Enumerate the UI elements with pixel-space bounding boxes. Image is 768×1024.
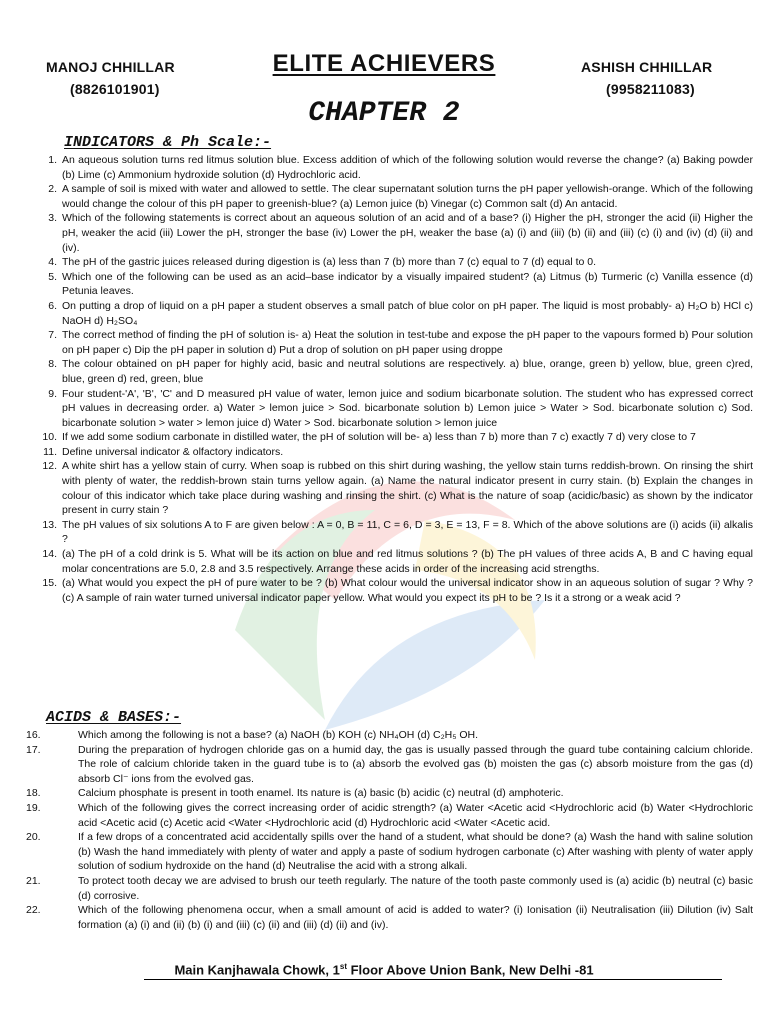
question-item bbox=[26, 786, 753, 801]
question-list-acids bbox=[26, 728, 753, 932]
question-number: 17. bbox=[26, 743, 41, 756]
footer-address-end: Floor Above Union Bank, New Delhi -81 bbox=[347, 962, 594, 978]
question-item bbox=[22, 255, 753, 270]
question-number: 8. bbox=[48, 358, 57, 371]
question-text: During the preparation of hydrogen chloride gas on a humid day, the gas is usually passed through the guard tube containing calcium chloride. The role of calcium chloride taken in the guard tube is to (a) absorb the evolved gas (b) moisten the gas (c) absorb moisture from the gas (d) absorb Cl⁻ ions from the evolved gas. bbox=[78, 743, 753, 785]
left-name: MANOJ CHHILLAR bbox=[46, 59, 175, 75]
question-item bbox=[22, 299, 753, 328]
question-item bbox=[22, 576, 753, 605]
question-number: 22. bbox=[26, 904, 41, 917]
question-item bbox=[22, 518, 753, 547]
question-text: Which of the following statements is correct about an aqueous solution of an acid and of a base? (i) Higher the pH, stronger the acid (ii) Higher the pH, weaker the acid (iii) Lower the pH, stronger the base (iv) Lower the pH, weaker the base (a) (i) and (iii) (b) (ii) and (iii) (c) (i) and (iv) (d) (ii) and (iv). bbox=[62, 212, 753, 254]
question-item bbox=[22, 387, 753, 431]
question-item bbox=[26, 801, 753, 830]
question-number: 4. bbox=[48, 256, 57, 269]
question-item bbox=[22, 211, 753, 255]
left-phone: (8826101901) bbox=[70, 81, 160, 97]
footer-address-ordinal: st bbox=[339, 962, 347, 971]
question-text: The colour obtained on pH paper for highly acid, basic and neutral solutions are respectively. a) blue, orange, green b) yellow, blue, green c)red, blue, green d) red, green, blue bbox=[62, 358, 753, 385]
question-item bbox=[26, 728, 753, 743]
question-text: An aqueous solution turns red litmus solution blue. Excess addition of which of the following solution would reverse the change? (a) Baking powder (b) Lime (c) Ammonium hydroxide solution (d) Hydrochloric acid. bbox=[62, 154, 753, 181]
chapter-title: CHAPTER 2 bbox=[308, 98, 460, 129]
question-text: Which of the following gives the correct increasing order of acidic strength? (a) Water <Acetic acid <Hydrochloric acid (b) Water <Hydrochloric acid <Acetic acid (c) Acetic acid <Water <Hydrochloric acid (d) Hydrochloric acid <Water <Acetic acid. bbox=[78, 801, 753, 829]
question-number: 1. bbox=[48, 154, 57, 166]
question-text: Four student-'A', 'B', 'C' and D measured pH value of water, lemon juice and sodium bicarbonate solution. The student who has expressed correct pH values in decreasing order. a) Water > lemon juice > Sod. bicarbonate solution b) Lemon juice > Water > Sod. bicarbonate solution c) Sod. bicarbonate solution > water > lemon juice d) Water > Sod. bicarbonate solution > lemon juice bbox=[62, 387, 753, 429]
watermark-blue-swoosh bbox=[325, 600, 545, 730]
question-text: Define universal indicator & olfactory indicators. bbox=[62, 445, 284, 458]
question-text: Which among the following is not a base? (a) NaOH (b) KOH (c) NH₄OH (d) C₂H₅ OH. bbox=[78, 729, 479, 741]
question-number: 12. bbox=[42, 460, 57, 473]
right-name: ASHISH CHHILLAR bbox=[581, 59, 713, 75]
question-number: 18. bbox=[26, 787, 41, 800]
question-text: A sample of soil is mixed with water and allowed to settle. The clear supernatant solution turns the pH paper yellowish-orange. Which of the following would change the colour of this pH paper to greenish-blue? (a) Lemon juice (b) Vinegar (c) Common salt (d) An antacid. bbox=[62, 183, 753, 210]
question-item bbox=[22, 547, 753, 576]
question-text: On putting a drop of liquid on a pH paper a student observes a small patch of blue color on pH paper. The liquid is most probably- a) H₂O b) HCl c) NaOH d) H₂SO₄ bbox=[62, 299, 753, 327]
question-text: To protect tooth decay we are advised to brush our teeth regularly. The nature of the tooth paste commonly used is (a) acidic (b) neutral (c) basic (d) corrosive. bbox=[78, 874, 753, 902]
question-number: 9. bbox=[48, 387, 57, 400]
question-item bbox=[22, 182, 753, 211]
brand-text: ELITE ACHIEVERS bbox=[272, 50, 496, 77]
question-number: 16. bbox=[26, 729, 41, 741]
question-text: If a few drops of a concentrated acid accidentally spills over the hand of a student, what should be done? (a) Wash the hand with saline solution (b) Wash the hand immediately with plenty of water and apply a paste of sodium hydrogen carbonate (c) After washing with plenty of water apply solution of sodium hydroxide on the hand (d) Neutralise the acid with a strong alkali. bbox=[78, 831, 753, 873]
question-item bbox=[22, 328, 753, 357]
question-item bbox=[26, 874, 753, 903]
right-phone: (9958211083) bbox=[606, 81, 695, 97]
question-number: 2. bbox=[48, 183, 57, 196]
question-number: 21. bbox=[26, 874, 41, 887]
question-item bbox=[22, 357, 753, 386]
question-number: 19. bbox=[26, 801, 41, 814]
question-number: 13. bbox=[42, 518, 57, 531]
question-number: 10. bbox=[42, 431, 57, 444]
question-text: If we add some sodium carbonate in distilled water, the pH of solution will be- a) less than 7 b) more than 7 c) exactly 7 d) very close to 7 bbox=[62, 431, 696, 444]
question-item bbox=[26, 743, 753, 787]
question-item bbox=[22, 270, 753, 299]
question-number: 20. bbox=[26, 831, 41, 844]
question-number: 7. bbox=[48, 329, 57, 342]
question-text: (a) The pH of a cold drink is 5. What will be its action on blue and red litmus solutions ? (b) The pH values of three acids A, B and C having equal molar concentrations are 5.0, 2.8 and 3.5 respectively. Arrange these acids in order of the increasing acid strengths. bbox=[62, 548, 753, 575]
section-heading-acids: ACIDS & BASES:- bbox=[46, 709, 182, 726]
question-item bbox=[22, 153, 753, 182]
question-number: 5. bbox=[48, 270, 57, 283]
question-number: 6. bbox=[48, 299, 57, 312]
footer-rule bbox=[144, 979, 722, 980]
footer-address-start: Main Kanjhawala Chowk, 1 bbox=[174, 962, 340, 978]
question-text: The pH of the gastric juices released during digestion is (a) less than 7 (b) more than 7 (c) equal to 7 (d) equal to 0. bbox=[62, 256, 597, 269]
question-text: Which one of the following can be used as an acid–base indicator by a visually impaired student? (a) Litmus (b) Turmeric (c) Vanilla essence (d) Petunia leaves. bbox=[62, 270, 753, 298]
question-item bbox=[26, 903, 753, 932]
question-number: 14. bbox=[42, 548, 57, 561]
footer-address bbox=[0, 962, 768, 977]
question-number: 3. bbox=[48, 212, 57, 225]
question-item bbox=[22, 459, 753, 517]
question-number: 15. bbox=[42, 577, 57, 590]
question-text: Calcium phosphate is present in tooth enamel. Its nature is (a) basic (b) acidic (c) neutral (d) amphoteric. bbox=[78, 787, 564, 800]
question-number: 11. bbox=[43, 445, 57, 458]
question-text: The pH values of six solutions A to F are given below : A = 0, B = 11, C = 6, D = 3, E = 13, F = 8. Which of the above solutions are (i) acids (ii) alkalis ? bbox=[62, 518, 753, 546]
question-text: A white shirt has a yellow stain of curry. When soap is rubbed on this shirt during washing, the yellow stain turns reddish-brown. On rinsing the shirt with plenty of water, the reddish-brown stain turns yellow again. (a) Name the natural indicator present in curry stain. (b) Explain the changes in colour of this indicator which take place during washing and rinsing the shirt. (c) What is the nature of soap (acidic/basic) as shown by the indicator present in curry stain ? bbox=[62, 460, 753, 517]
question-item bbox=[22, 430, 753, 445]
question-item bbox=[22, 445, 753, 460]
question-list-indicators bbox=[22, 153, 753, 605]
question-text: Which of the following phenomena occur, when a small amount of acid is added to water? (i) Ionisation (ii) Neutralisation (iii) Dilution (iv) Salt formation (a) (i) and (ii) (b) (i) and (iii) (c) (ii) and (iii) (d) (ii) and (iv). bbox=[78, 904, 753, 931]
question-text: The correct method of finding the pH of solution is- a) Heat the solution in test-tube and expose the pH paper to the vapours formed b) Pour solution on pH paper c) Dip the pH paper in solution d) Put a drop of solution on pH paper using droppe bbox=[62, 329, 753, 356]
question-text: (a) What would you expect the pH of pure water to be ? (b) What colour would the universal indicator show in an aqueous solution of sugar ? Why ? (c) A sample of rain water turned universal indicator paper yellow. What would you expect its pH to be ? Is it a strong or a weak acid ? bbox=[62, 577, 753, 604]
section-heading-indicators: INDICATORS & Ph Scale:- bbox=[64, 134, 272, 151]
question-item bbox=[26, 830, 753, 874]
